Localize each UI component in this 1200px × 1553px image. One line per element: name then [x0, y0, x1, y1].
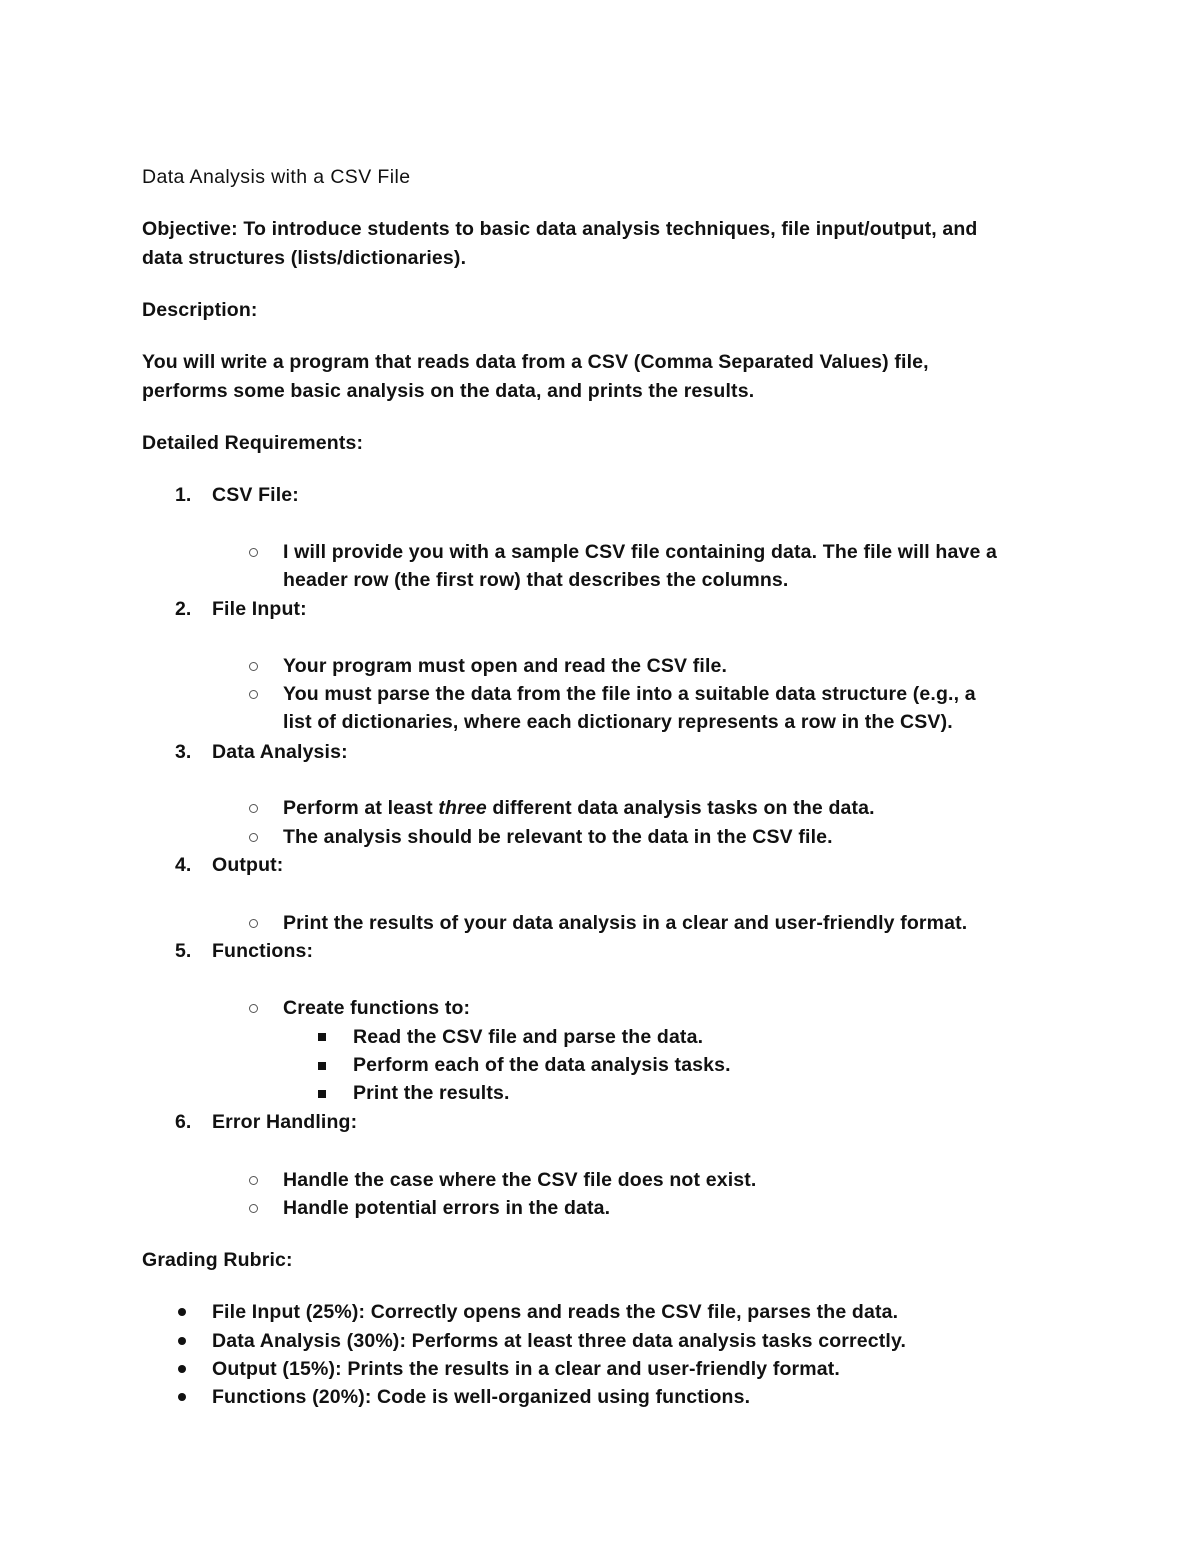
requirement-subitem-line: Perform each of the data analysis tasks. [353, 1054, 731, 1076]
requirement-label: Data Analysis: [212, 741, 348, 763]
requirement-item-line: Handle potential errors in the data. [283, 1197, 611, 1219]
requirement-label: Functions: [212, 940, 314, 962]
description-line-2: performs some basic analysis on the data, and prints the results. [142, 380, 755, 402]
rubric-item: Data Analysis (30%): Performs at least three data analysis tasks correctly. [212, 1330, 907, 1352]
requirement-label: Error Handling: [212, 1111, 358, 1133]
requirement-item-line: Perform at least three different data analysis tasks on the data. [283, 797, 875, 819]
requirement-label: CSV File: [212, 484, 299, 506]
requirement-number: 3. [175, 741, 192, 763]
requirement-number: 2. [175, 598, 192, 620]
requirement-label: File Input: [212, 598, 307, 620]
requirement-item-line: Handle the case where the CSV file does not exist. [283, 1169, 757, 1191]
document-title: Data Analysis with a CSV File [142, 166, 411, 188]
square-bullet-icon [318, 1090, 326, 1098]
description-heading: Description: [142, 299, 258, 321]
requirement-item-line: The analysis should be relevant to the data in the CSV file. [283, 826, 833, 848]
requirement-item-line: Create functions to: [283, 997, 471, 1019]
bullet-dot-icon [178, 1308, 186, 1316]
hollow-circle-bullet-icon [249, 833, 258, 842]
hollow-circle-bullet-icon [249, 1176, 258, 1185]
hollow-circle-bullet-icon [249, 548, 258, 557]
requirement-item-line: header row (the first row) that describes the columns. [283, 569, 789, 591]
requirements-heading: Detailed Requirements: [142, 432, 364, 454]
bullet-dot-icon [178, 1337, 186, 1345]
rubric-item: Output (15%): Prints the results in a clear and user-friendly format. [212, 1358, 840, 1380]
rubric-item: Functions (20%): Code is well-organized using functions. [212, 1386, 751, 1408]
requirement-item-line: You must parse the data from the file into a suitable data structure (e.g., a [283, 683, 976, 705]
square-bullet-icon [318, 1033, 326, 1041]
objective-line-2: data structures (lists/dictionaries). [142, 247, 467, 269]
bullet-dot-icon [178, 1365, 186, 1373]
requirement-item-line: I will provide you with a sample CSV file containing data. The file will have a [283, 541, 998, 563]
hollow-circle-bullet-icon [249, 662, 258, 671]
requirement-item-line: list of dictionaries, where each dictionary represents a row in the CSV). [283, 711, 953, 733]
requirement-subitem-line: Print the results. [353, 1082, 510, 1104]
requirement-number: 6. [175, 1111, 192, 1133]
requirement-item-line: Your program must open and read the CSV file. [283, 655, 728, 677]
hollow-circle-bullet-icon [249, 690, 258, 699]
hollow-circle-bullet-icon [249, 919, 258, 928]
description-line-1: You will write a program that reads data from a CSV (Comma Separated Values) file, [142, 351, 929, 373]
requirement-subitem-line: Read the CSV file and parse the data. [353, 1026, 704, 1048]
requirement-label: Output: [212, 854, 284, 876]
square-bullet-icon [318, 1062, 326, 1070]
rubric-item: File Input (25%): Correctly opens and reads the CSV file, parses the data. [212, 1301, 899, 1323]
hollow-circle-bullet-icon [249, 804, 258, 813]
bullet-dot-icon [178, 1393, 186, 1401]
objective-line-1: Objective: To introduce students to basic data analysis techniques, file input/output, and [142, 218, 978, 240]
requirement-number: 4. [175, 854, 192, 876]
hollow-circle-bullet-icon [249, 1004, 258, 1013]
requirement-number: 5. [175, 940, 192, 962]
hollow-circle-bullet-icon [249, 1204, 258, 1213]
rubric-heading: Grading Rubric: [142, 1249, 293, 1271]
requirement-number: 1. [175, 484, 192, 506]
requirement-item-line: Print the results of your data analysis in a clear and user-friendly format. [283, 912, 968, 934]
